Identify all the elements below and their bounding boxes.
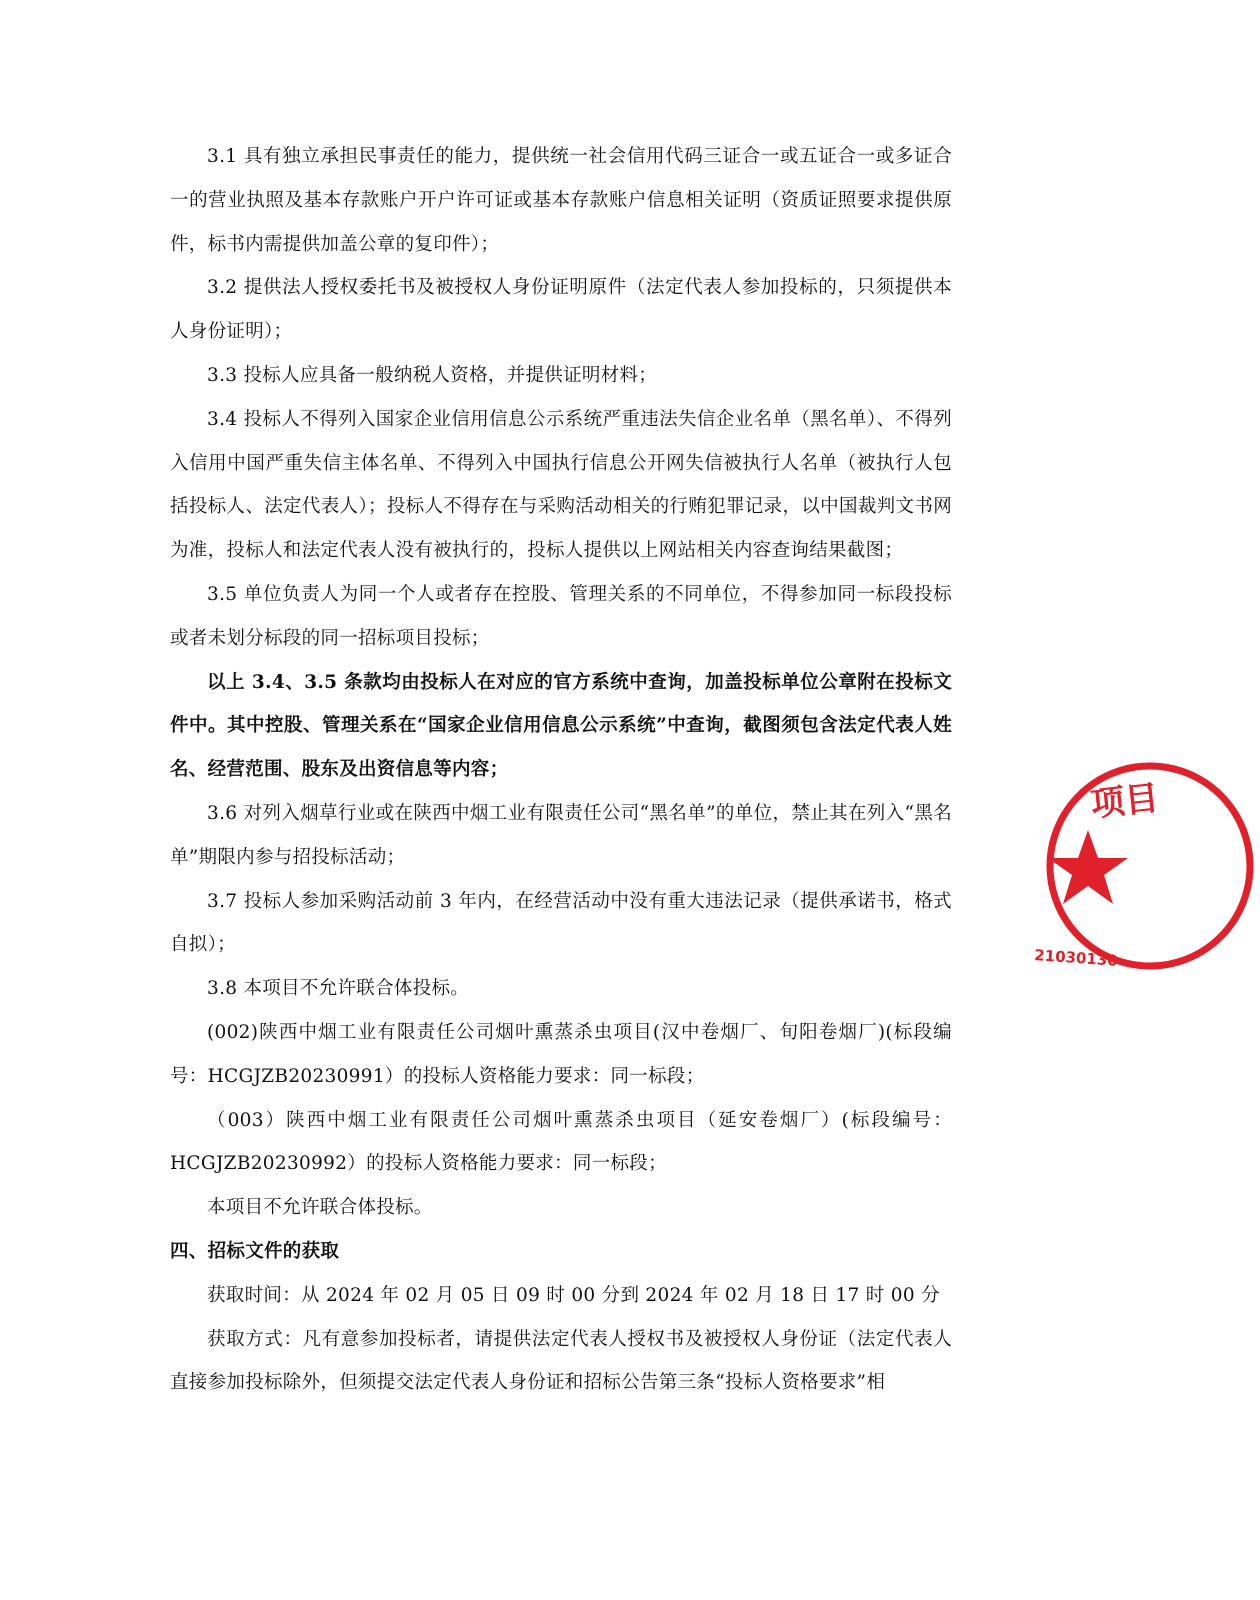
clause-3-1: 3.1 具有独立承担民事责任的能力，提供统一社会信用代码三证合一或五证合一或多证合一的营业执照及基本存款账户开户许可证或基本存款账户信息相关证明（资质证照要求提供原件，标书内需提供加盖公章的复印件）； [170, 146, 952, 255]
acquisition-time: 获取时间：从 2024 年 02 月 05 日 09 时 00 分到 2024 年 02 月 18 日 17 时 00 分 [207, 1284, 940, 1306]
clause-3-5: 3.5 单位负责人为同一个人或者存在控股、管理关系的不同单位，不得参加同一标段投标或者未划分标段的同一招标项目投标； [170, 583, 952, 649]
clause-3-4: 3.4 投标人不得列入国家企业信用信息公示系统严重违法失信企业名单（黑名单）、不得列入信用中国严重失信主体名单、不得列入中国执行信息公开网失信被执行人名单（被执行人包括投标人、法定代表人）；投标人不得存在与采购活动相关的行贿犯罪记录，以中国裁判文书网为准，投标人和法定代表人没有被执行的，投标人提供以上网站相关内容查询结果截图； [170, 408, 952, 562]
section-heading-4: 四、招标文件的获取 [170, 1240, 340, 1262]
lot-002-requirement: (002)陕西中烟工业有限责任公司烟叶熏蒸杀虫项目(汉中卷烟厂、旬阳卷烟厂)(标段编号：HCGJZB20230991）的投标人资格能力要求：同一标段； [170, 1021, 952, 1087]
acquisition-method: 获取方式：凡有意参加投标者，请提供法定代表人授权书及被授权人身份证（法定代表人直接参加投标除外，但须提交法定代表人身份证和招标公告第三条“投标人资格要求”相 [170, 1328, 952, 1394]
lot-003-requirement: （003）陕西中烟工业有限责任公司烟叶熏蒸杀虫项目（延安卷烟厂）(标段编号：HCGJZB20230992）的投标人资格能力要求：同一标段； [170, 1109, 952, 1175]
clause-3-8: 3.8 本项目不允许联合体投标。 [207, 978, 470, 1000]
document-body [170, 135, 952, 1405]
no-joint-bid-note: 本项目不允许联合体投标。 [207, 1197, 433, 1219]
seal-star-icon [1048, 830, 1128, 904]
company-seal [1033, 758, 1161, 980]
seal-top-text: 项目 [1088, 778, 1161, 825]
seal-bottom-text: 21030130 [1033, 946, 1119, 970]
clause-3-3: 3.3 投标人应具备一般纳税人资格，并提供证明材料； [207, 364, 658, 386]
clauses-3-4-3-5-note: 以上 3.4、3.5 条款均由投标人在对应的官方系统中查询，加盖投标单位公章附在投标文件中。其中控股、管理关系在“国家企业信用信息公示系统”中查询，截图须包含法定代表人姓名、经营范围、股东及出资信息等内容； [170, 671, 952, 781]
clause-3-6: 3.6 对列入烟草行业或在陕西中烟工业有限责任公司“黑名单”的单位，禁止其在列入“黑名单”期限内参与招投标活动； [170, 802, 952, 868]
clause-3-2: 3.2 提供法人授权委托书及被授权人身份证明原件（法定代表人参加投标的，只须提供本人身份证明）； [170, 277, 952, 343]
clause-3-7: 3.7 投标人参加采购活动前 3 年内，在经营活动中没有重大违法记录（提供承诺书，格式自拟）； [170, 890, 952, 956]
